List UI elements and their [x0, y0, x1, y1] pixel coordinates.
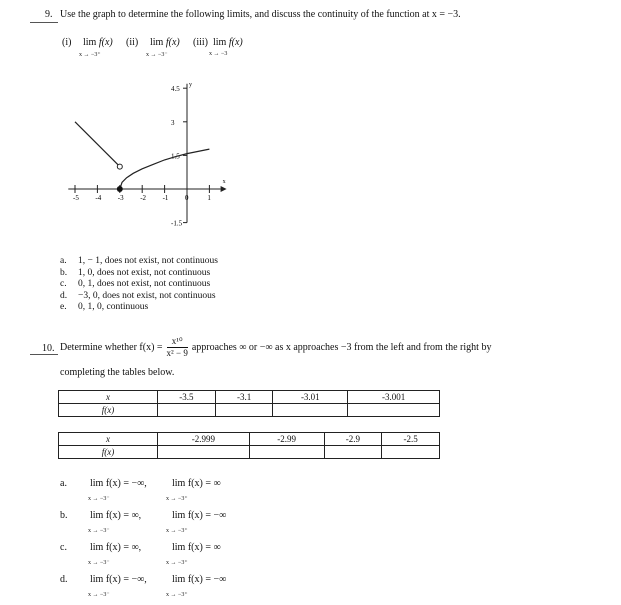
y-tick-label: -1.5	[171, 219, 183, 228]
fx-cell[interactable]	[348, 404, 440, 417]
answer-blank-10[interactable]	[30, 354, 58, 355]
q9-part-ii-label: (ii)	[126, 37, 139, 48]
q9-choice-letter: a.	[60, 256, 67, 266]
fx-header: f(x)	[59, 446, 158, 459]
q10-choice-right-approach: x → −3⁺	[166, 592, 188, 598]
q10-choice-left-limit[interactable]: lim f(x) = ∞,	[90, 510, 142, 521]
closed-point	[117, 186, 123, 192]
fx-cell[interactable]	[158, 446, 250, 459]
q9-choice-text[interactable]: −3, 0, does not exist, not continuous	[78, 290, 216, 301]
x-tick-label: -1	[162, 194, 169, 202]
q9-choice-text[interactable]: 0, 1, 0, continuous	[78, 302, 149, 312]
question-9-number: 9.	[45, 9, 53, 20]
x-tick-label: -4	[95, 194, 102, 202]
y-tick-label: 3	[171, 118, 175, 127]
left-piece-line	[75, 122, 120, 167]
numerator: x¹⁰	[167, 336, 188, 348]
q10-choice-right-approach: x → −3⁺	[166, 528, 188, 534]
q10-choice-right-limit[interactable]: lim f(x) = −∞	[172, 574, 227, 585]
lim-text: lim	[150, 37, 164, 48]
denominator: x² − 9	[166, 348, 188, 359]
x-value: -3.01	[273, 391, 348, 404]
q10-choice-left-approach: x → −3⁻	[88, 528, 110, 534]
q9-choice-letter: e.	[60, 302, 67, 312]
prompt-a: Determine whether f(x) =	[60, 342, 163, 353]
fx-cell[interactable]	[249, 446, 324, 459]
q10-choice-right-approach: x → −3⁺	[166, 560, 188, 566]
q10-choice-left-limit[interactable]: lim f(x) = −∞,	[90, 574, 147, 585]
fx-cell[interactable]	[382, 446, 440, 459]
q10-choice-right-limit[interactable]: lim f(x) = ∞	[172, 542, 221, 553]
right-piece-curve	[120, 149, 210, 189]
approach-text: x → −3⁻	[146, 52, 168, 58]
fx-cell[interactable]	[324, 446, 382, 459]
question-10-prompt-2: completing the tables below.	[60, 367, 175, 378]
q10-choice-right-approach: x → −3⁺	[166, 496, 188, 502]
q10-choice-left-limit[interactable]: lim f(x) = ∞,	[90, 542, 142, 553]
q10-choice-letter: c.	[60, 542, 67, 553]
q10-choice-left-approach: x → −3⁻	[88, 592, 110, 598]
fx-cell[interactable]	[215, 404, 273, 417]
fx-cell[interactable]	[273, 404, 348, 417]
y-tick-label: 1.5	[171, 152, 180, 161]
question-10-prompt	[60, 333, 491, 363]
lim-text: lim	[213, 37, 227, 48]
q10-choice-left-limit[interactable]: lim f(x) = −∞,	[90, 478, 147, 489]
x-axis-label: x	[222, 179, 226, 185]
q10-choice-letter: b.	[60, 510, 68, 521]
x-value: -2.99	[249, 433, 324, 446]
x-tick-label: -3	[117, 194, 124, 202]
lim-text: lim	[83, 37, 97, 48]
q10-choice-left-approach: x → −3⁻	[88, 560, 110, 566]
fx-cell[interactable]	[158, 404, 216, 417]
x-value: -2.9	[324, 433, 382, 446]
q9-choice-letter: d.	[60, 290, 68, 301]
x-value: -3.5	[158, 391, 216, 404]
y-axis-label: y	[189, 81, 192, 88]
q9-choice-text[interactable]: 0, 1, does not exist, not continuous	[78, 279, 211, 289]
function-graph	[0, 0, 621, 240]
q9-part-i-label: (i)	[62, 37, 72, 48]
table-left-approach	[58, 390, 440, 417]
open-point	[117, 164, 122, 169]
approach-text: x → −3	[209, 51, 228, 57]
x-value: -3.1	[215, 391, 273, 404]
q10-choice-left-approach: x → −3⁻	[88, 496, 110, 502]
fx-header: f(x)	[59, 404, 158, 417]
x-value: -3.001	[348, 391, 440, 404]
x-tick-label: 0	[185, 194, 189, 202]
x-header: x	[59, 433, 158, 446]
q10-choice-right-limit[interactable]: lim f(x) = ∞	[172, 478, 221, 489]
fn-text: f(x)	[228, 37, 243, 48]
q10-choice-letter: d.	[60, 574, 68, 585]
x-header: x	[59, 391, 158, 404]
fn-text: f(x)	[165, 37, 180, 48]
x-axis-arrow-icon	[221, 186, 227, 192]
q9-choice-text[interactable]: 1, − 1, does not exist, not continuous	[78, 256, 218, 266]
q9-choice-letter: c.	[60, 279, 67, 289]
q9-choice-letter: b.	[60, 267, 68, 278]
q10-choice-letter: a.	[60, 478, 67, 489]
prompt-b: approaches ∞ or −∞ as x approaches −3 from the left and from the right by	[191, 342, 492, 353]
y-tick-label: 4.5	[171, 85, 180, 94]
q9-choice-text[interactable]: 1, 0, does not exist, not continuous	[78, 267, 211, 278]
q10-choice-right-limit[interactable]: lim f(x) = −∞	[172, 510, 227, 521]
table-right-approach	[58, 432, 440, 459]
approach-text: x → −3⁺	[79, 52, 101, 58]
x-value: -2.999	[158, 433, 250, 446]
fraction	[167, 336, 188, 359]
q9-part-iii-label: (iii)	[193, 37, 208, 48]
x-tick-label: -5	[73, 194, 79, 202]
fn-text: f(x)	[98, 37, 113, 48]
x-tick-label: 1	[207, 194, 211, 202]
x-value: -2.5	[382, 433, 440, 446]
x-tick-label: -2	[140, 194, 147, 202]
question-10-number: 10.	[42, 343, 55, 354]
question-9-prompt: Use the graph to determine the following limits, and discuss the continuity of the function at x = −3.	[60, 9, 461, 20]
